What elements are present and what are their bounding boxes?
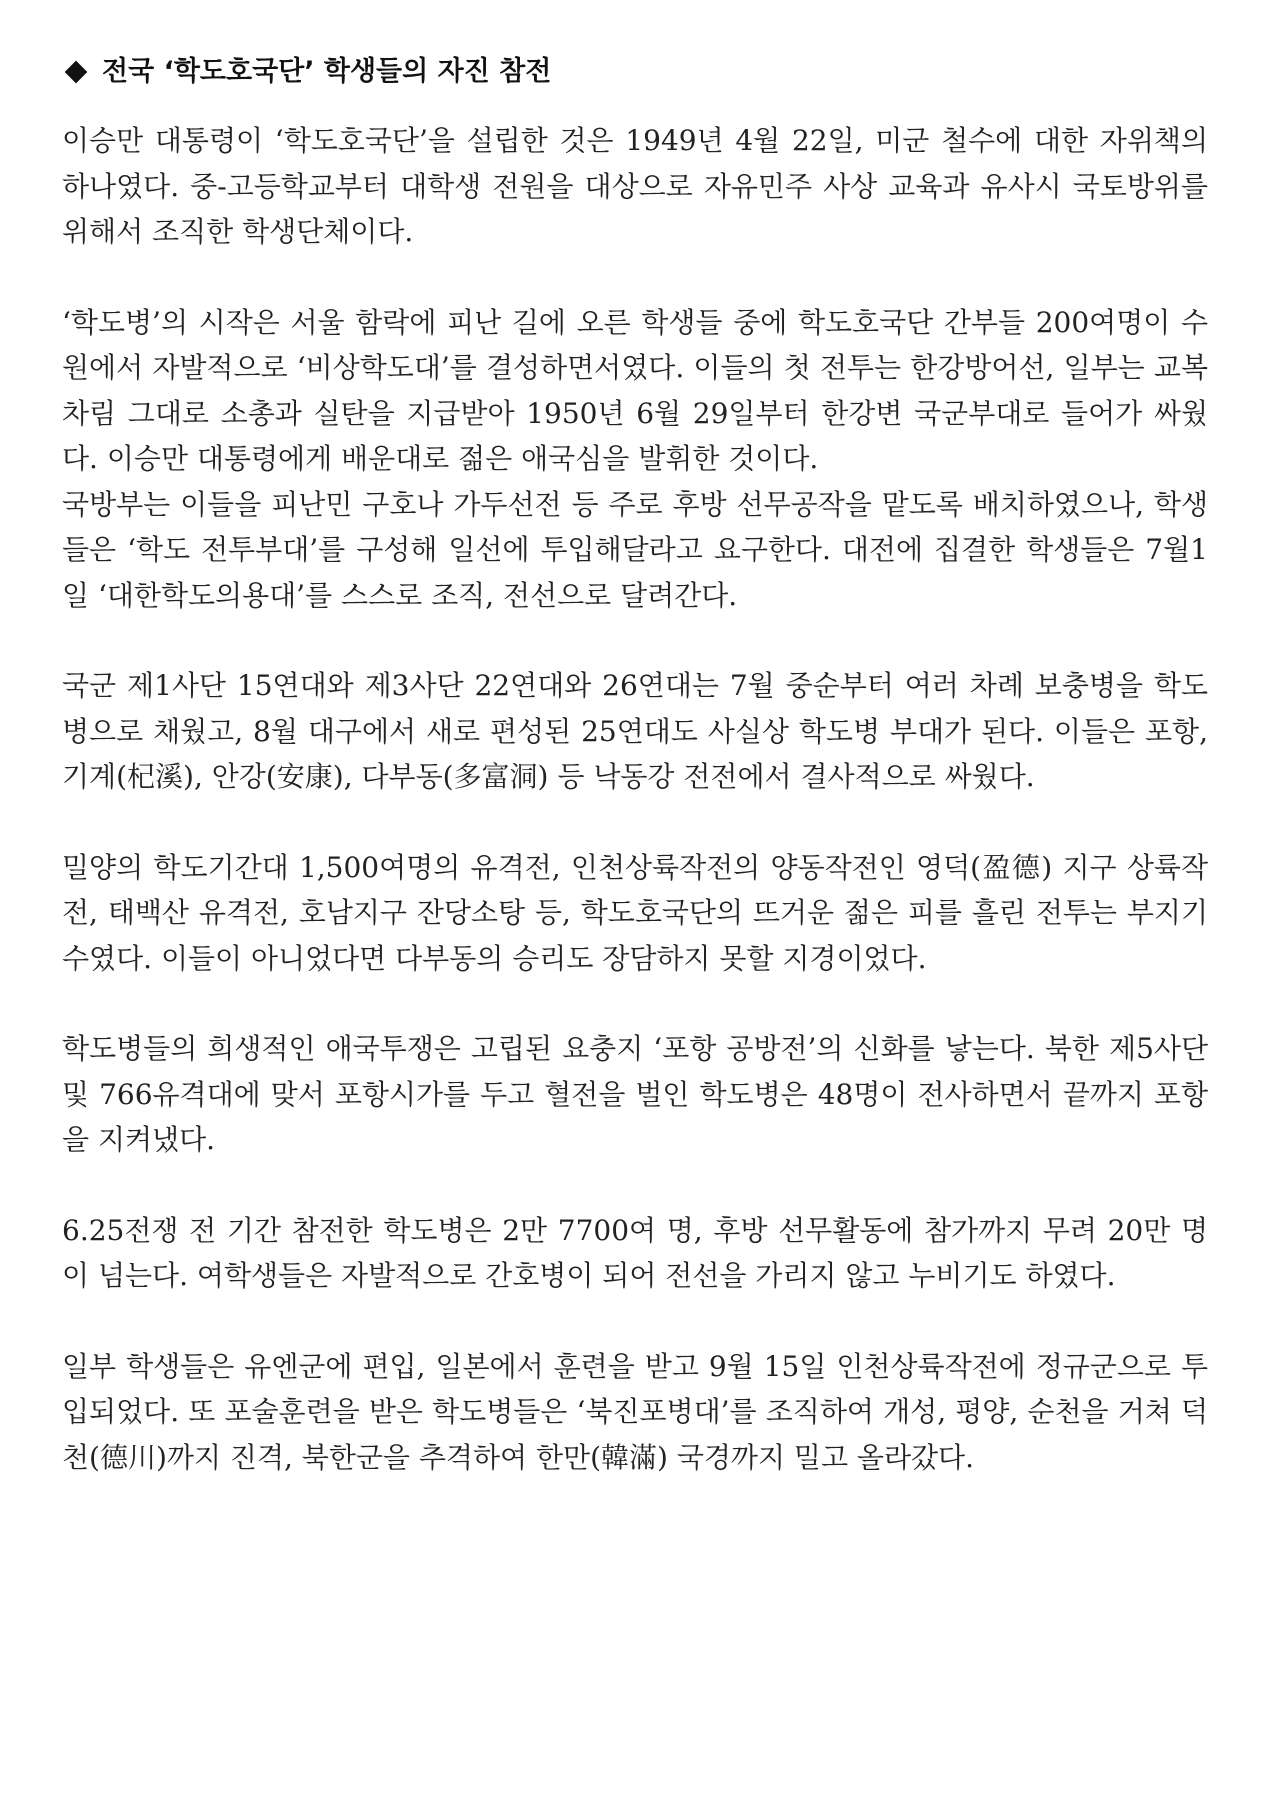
paragraph-6: 학도병들의 희생적인 애국투쟁은 고립된 요충지 ‘포항 공방전’의 신화를 낳는다. 북한 제5사단 및 766유격대에 맞서 포항시가를 두고 혈전을 벌인 학도병은 48명이 전사하면서 끝까지 포항을 지켜냈다. <box>62 1032 1208 1156</box>
paragraph-7: 6.25전쟁 전 기간 참전한 학도병은 2만 7700여 명, 후방 선무활동에 참가까지 무려 20만 명이 넘는다. 여학생들은 자발적으로 간호병이 되어 전선을 가리지 않고 누비기도 하였다. <box>62 1213 1208 1292</box>
section-title-text: 전국 ‘학도호국단’ 학생들의 자진 참전 <box>102 56 552 87</box>
document-page <box>62 52 1208 1480</box>
paragraph-1: 이승만 대통령이 ‘학도호국단’을 설립한 것은 1949년 4월 22일, 미군 철수에 대한 자위책의 하나였다. 중-고등학교부터 대학생 전원을 대상으로 자유민주 사상 교육과 유사시 국토방위를 위해서 조직한 학생단체이다. <box>62 124 1208 248</box>
paragraph-3: 국방부는 이들을 피난민 구호나 가두선전 등 주로 후방 선무공작을 맡도록 배치하였으나, 학생들은 ‘학도 전투부대’를 구성해 일선에 투입해달라고 요구한다. 대전에 집결한 학생들은 7월1일 ‘대한학도의용대’를 스스로 조직, 전선으로 달려간다. <box>62 487 1208 612</box>
section-title <box>62 52 1208 92</box>
paragraph-2: ‘학도병’의 시작은 서울 함락에 피난 길에 오른 학생들 중에 학도호국단 간부들 200여명이 수원에서 자발적으로 ‘비상학도대’를 결성하면서였다. 이들의 첫 전투는 한강방어선, 일부는 교복차림 그대로 소총과 실탄을 지급받아 1950년 6월 29일부터 한강변 국군부대로 들어가 싸웠다. 이승만 대통령에게 배운대로 젊은 애국심을 발휘한 것이다. <box>62 305 1208 475</box>
paragraph-4: 국군 제1사단 15연대와 제3사단 22연대와 26연대는 7월 중순부터 여러 차례 보충병을 학도병으로 채웠고, 8월 대구에서 새로 편성된 25연대도 사실상 학도병 부대가 된다. 이들은 포항, 기계(杞溪), 안강(安康), 다부동(多富洞) 등 낙동강 전전에서 결사적으로 싸웠다. <box>62 669 1208 793</box>
diamond-bullet-icon <box>65 61 88 84</box>
paragraph-8: 일부 학생들은 유엔군에 편입, 일본에서 훈련을 받고 9월 15일 인천상륙작전에 정규군으로 투입되었다. 또 포술훈련을 받은 학도병들은 ‘북진포병대’를 조직하여 개성, 평양, 순천을 거쳐 덕천(德川)까지 진격, 북한군을 추격하여 한만(韓滿) 국경까지 밀고 올라갔다. <box>62 1349 1208 1474</box>
paragraph-5: 밀양의 학도기간대 1,500여명의 유격전, 인천상륙작전의 양동작전인 영덕(盈德) 지구 상륙작전, 태백산 유격전, 호남지구 잔당소탕 등, 학도호국단의 뜨거운 젊은 피를 흘린 전투는 부지기수였다. 이들이 아니었다면 다부동의 승리도 장담하지 못할 지경이었다. <box>62 850 1208 975</box>
